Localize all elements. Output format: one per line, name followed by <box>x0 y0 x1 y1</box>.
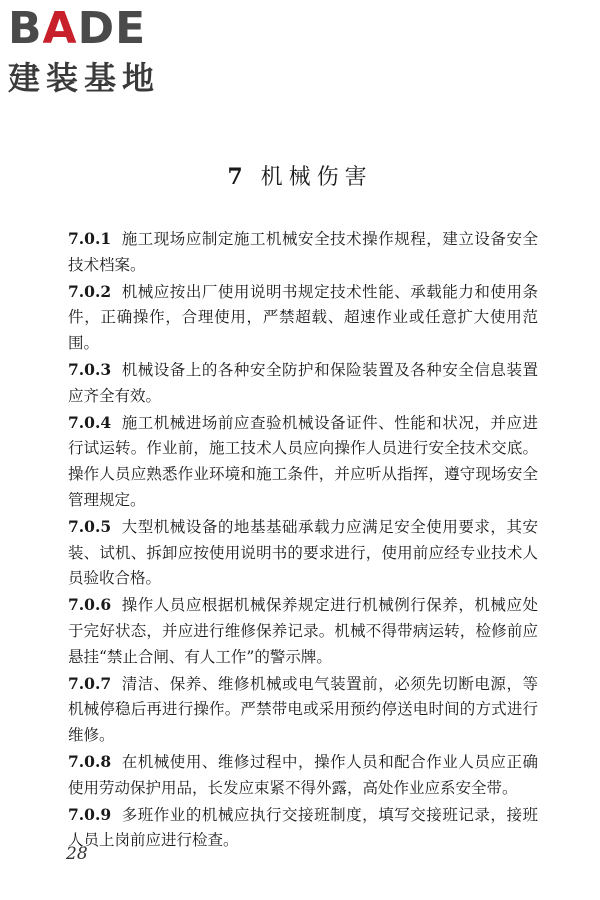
clause-7-0-2 <box>68 279 538 357</box>
logo-letter-b: B <box>8 3 43 54</box>
page-number: 28 <box>66 844 88 864</box>
clause-7-0-7 <box>68 671 538 749</box>
clause-7-0-4 <box>68 410 538 514</box>
clause-number: 7.0.1 <box>68 229 112 248</box>
clause-text: 机械应按出厂使用说明书规定技术性能、承载能力和使用条件，正确操作，合理使用，严禁超载、超速作业或任意扩大使用范围。 <box>68 282 538 353</box>
bade-logo <box>8 4 178 98</box>
clause-number: 7.0.6 <box>68 595 112 615</box>
clause-7-0-9 <box>68 802 538 855</box>
clause-number: 7.0.2 <box>68 281 112 301</box>
clause-7-0-1 <box>68 226 538 279</box>
chapter-number: 7 <box>227 164 249 190</box>
clause-7-0-6 <box>68 592 538 670</box>
clause-7-0-5 <box>68 514 538 592</box>
logo-brand-text <box>8 4 178 54</box>
clause-number: 7.0.4 <box>68 412 112 432</box>
clause-number: 7.0.3 <box>68 359 112 379</box>
clause-number: 7.0.5 <box>68 516 112 536</box>
clause-number: 7.0.7 <box>68 673 112 693</box>
clause-text: 机械设备上的各种安全防护和保险装置及各种安全信息装置应齐全有效。 <box>68 360 538 405</box>
clause-text: 多班作业的机械应执行交接班制度，填写交接班记录，接班人员上岗前应进行检查。 <box>68 805 538 850</box>
clause-7-0-8 <box>68 749 538 802</box>
clause-number: 7.0.9 <box>68 804 112 824</box>
clause-7-0-3 <box>68 357 538 410</box>
chapter-title <box>0 160 600 191</box>
logo-letters-de: DE <box>77 3 147 54</box>
logo-subtitle: 建装基地 <box>8 59 161 97</box>
clause-list <box>68 226 538 854</box>
chapter-title-text: 机械伤害 <box>260 165 373 190</box>
clause-text: 大型机械设备的地基基础承载力应满足安全使用要求，其安装、试机、拆卸应按使用说明书的要求进行，使用前应经专业技术人员验收合格。 <box>68 517 538 588</box>
clause-text: 操作人员应根据机械保养规定进行机械例行保养，机械应处于完好状态，并应进行维修保养记录。机械不得带病运转，检修前应悬挂“禁止合闸、有人工作”的警示牌。 <box>68 596 538 666</box>
clause-text: 施工机械进场前应查验机械设备证件、性能和状况，并应进行试运转。作业前，施工技术人员应向操作人员进行安全技术交底。操作人员应熟悉作业环境和施工条件，并应听从指挥，遵守现场安全管理规定。 <box>68 413 538 509</box>
clause-text: 在机械使用、维修过程中，操作人员和配合作业人员应正确使用劳动保护用品，长发应束紧不得外露，高处作业应系安全带。 <box>68 752 538 797</box>
clause-text: 清洁、保养、维修机械或电气装置前，必须先切断电源，等机械停稳后再进行操作。严禁带电或采用预约停送电时间的方式进行维修。 <box>68 674 538 745</box>
clause-text: 施工现场应制定施工机械安全技术操作规程，建立设备安全技术档案。 <box>68 230 538 274</box>
logo-letter-a-accent: A <box>42 3 78 54</box>
clause-number: 7.0.8 <box>68 751 112 771</box>
